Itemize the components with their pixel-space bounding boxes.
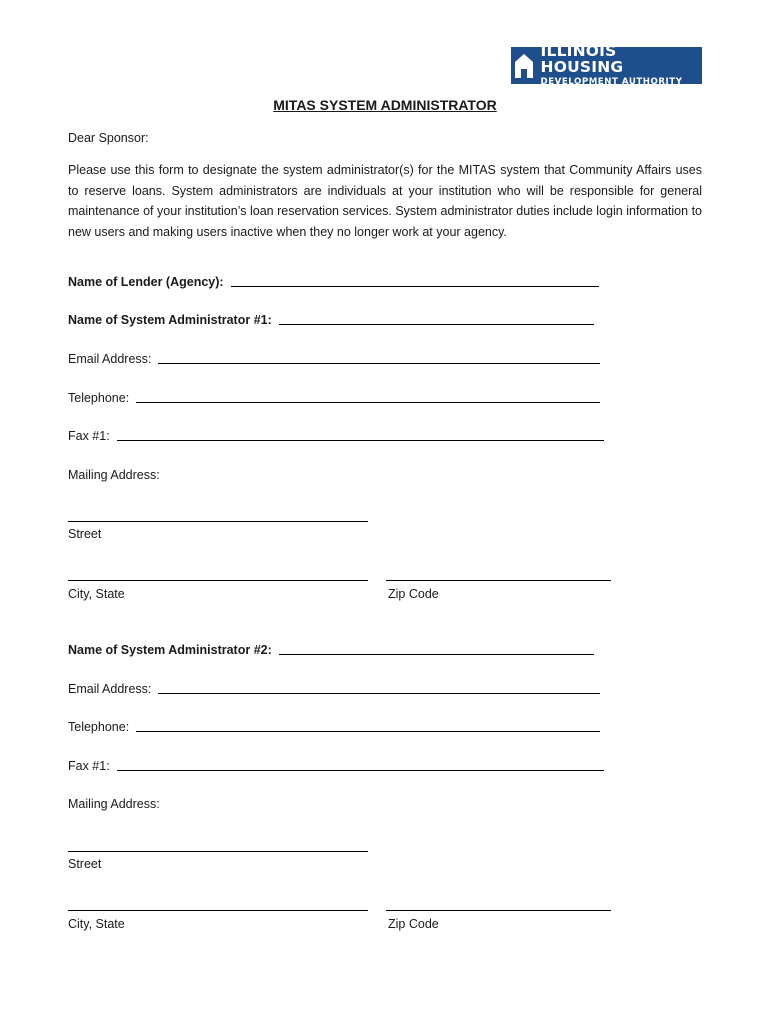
admin2-name-label: Name of System Administrator #2: [68, 643, 272, 657]
admin1-mailing-label: Mailing Address: [68, 468, 160, 482]
admin1-fax-row [68, 429, 604, 443]
admin1-fax-field[interactable] [117, 439, 604, 441]
admin2-fax-field[interactable] [117, 769, 604, 771]
logo-line-1: ILLINOIS HOUSING [540, 42, 624, 76]
admin2-mailing-label: Mailing Address: [68, 797, 160, 811]
admin1-email-row [68, 352, 600, 366]
admin1-street-field[interactable] [68, 521, 368, 522]
admin1-fax-label: Fax #1: [68, 429, 110, 443]
admin1-name-row [68, 313, 594, 327]
admin1-email-field[interactable] [158, 362, 600, 364]
admin1-street-label: Street [68, 527, 102, 541]
admin1-city-state-label: City, State [68, 587, 125, 601]
admin2-email-field[interactable] [158, 692, 600, 694]
admin2-email-label: Email Address: [68, 682, 152, 696]
admin2-name-row [68, 643, 594, 657]
admin2-name-field[interactable] [279, 653, 594, 655]
admin2-telephone-row [68, 720, 600, 734]
logo-line-2: DEVELOPMENT AUTHORITY [540, 77, 683, 88]
admin1-city-state-field[interactable] [68, 580, 368, 581]
admin2-zip-field[interactable] [386, 910, 611, 911]
admin1-telephone-label: Telephone: [68, 391, 130, 405]
lender-label: Name of Lender (Agency): [68, 275, 224, 289]
admin1-telephone-field[interactable] [136, 401, 600, 403]
admin1-zip-field[interactable] [386, 580, 611, 581]
admin2-city-state-field[interactable] [68, 910, 368, 911]
admin1-email-label: Email Address: [68, 352, 152, 366]
admin2-zip-label: Zip Code [388, 917, 439, 931]
lender-row [68, 275, 599, 289]
admin1-name-field[interactable] [279, 323, 594, 325]
page-title: MITAS SYSTEM ADMINISTRATOR [273, 97, 497, 113]
admin2-telephone-field[interactable] [136, 730, 600, 732]
admin2-email-row [68, 682, 600, 696]
intro-paragraph: Please use this form to designate the system administrator(s) for the MITAS system that Community Affairs uses to reserve loans. System administrators are individuals at your institution who will be responsible for general maintenance of your institution’s loan reservation services. System administrator duties include login information to new users and making users inactive when they no longer work at your agency. [68, 163, 702, 239]
admin2-street-field[interactable] [68, 851, 368, 852]
admin2-city-state-label: City, State [68, 917, 125, 931]
admin2-street-label: Street [68, 857, 102, 871]
salutation: Dear Sponsor: [68, 131, 149, 145]
admin1-telephone-row [68, 391, 600, 405]
lender-field[interactable] [231, 285, 599, 287]
admin1-name-label: Name of System Administrator #1: [68, 313, 272, 327]
admin2-fax-row [68, 759, 604, 773]
ihda-logo [511, 42, 702, 88]
admin1-zip-label: Zip Code [388, 587, 439, 601]
admin2-fax-label: Fax #1: [68, 759, 110, 773]
house-icon [511, 47, 537, 84]
admin2-telephone-label: Telephone: [68, 720, 130, 734]
